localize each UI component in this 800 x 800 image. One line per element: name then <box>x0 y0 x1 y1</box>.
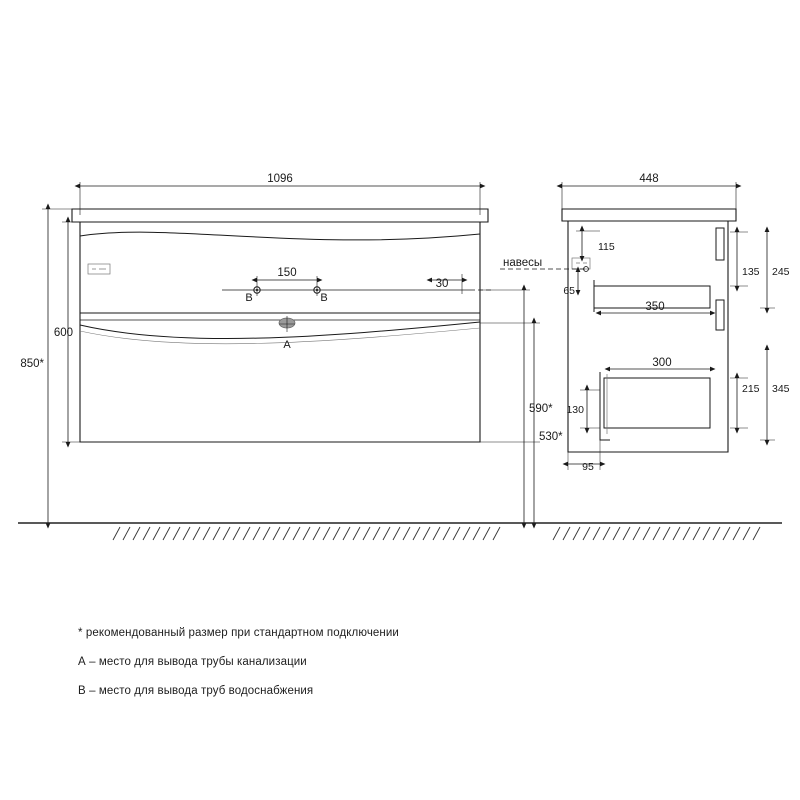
side-countertop <box>562 209 736 221</box>
marker-b-right-group <box>314 287 328 304</box>
label-width-1096: 1096 <box>267 173 293 185</box>
legend-block <box>78 626 598 713</box>
label-a: A <box>283 339 291 351</box>
side-view-group <box>500 173 790 473</box>
label-150: 150 <box>277 267 297 279</box>
dim-ext-850 <box>42 209 72 523</box>
lower-drawer-wave-2 <box>80 328 480 344</box>
label-448: 448 <box>639 173 659 185</box>
legend-line-3: В – место для вывода труб водоснабжения <box>78 685 314 697</box>
front-countertop <box>72 209 488 222</box>
marker-b-left-group <box>245 287 260 304</box>
label-300: 300 <box>652 357 672 369</box>
label-345: 345 <box>772 383 790 395</box>
dim-ext-150 <box>257 276 317 296</box>
label-590: 590* <box>529 403 553 415</box>
label-115: 115 <box>598 241 615 253</box>
hanger-rail-bottom <box>716 300 724 330</box>
label-135: 135 <box>742 266 760 278</box>
side-cabinet-body <box>568 221 728 452</box>
front-cabinet-body <box>80 222 480 442</box>
legend-line-1: * рекомендованный размер при стандартном подключении <box>78 627 399 639</box>
floor-group <box>18 523 782 540</box>
label-530: 530* <box>539 431 563 443</box>
dim-ext-1096 <box>80 182 480 215</box>
hanger-rail-top <box>716 228 724 260</box>
label-350: 350 <box>645 301 665 313</box>
legend-line-2: А – место для вывода трубы канализации <box>78 656 307 668</box>
label-850: 850* <box>20 358 44 370</box>
label-30: 30 <box>435 278 449 290</box>
floor-hatching <box>113 527 760 540</box>
side-lower-drawer <box>604 378 710 428</box>
label-b-right: В <box>320 292 328 304</box>
upper-drawer-wave <box>80 232 480 240</box>
label-600: 600 <box>53 327 73 339</box>
label-hangers: навесы <box>503 257 543 269</box>
label-b-left: В <box>245 292 253 304</box>
side-lower-drawer-front <box>600 372 610 440</box>
label-215: 215 <box>742 383 760 395</box>
label-65: 65 <box>563 285 575 297</box>
label-95: 95 <box>582 461 594 473</box>
front-view-group <box>20 173 563 523</box>
label-245: 245 <box>772 266 790 278</box>
label-130: 130 <box>566 404 584 416</box>
